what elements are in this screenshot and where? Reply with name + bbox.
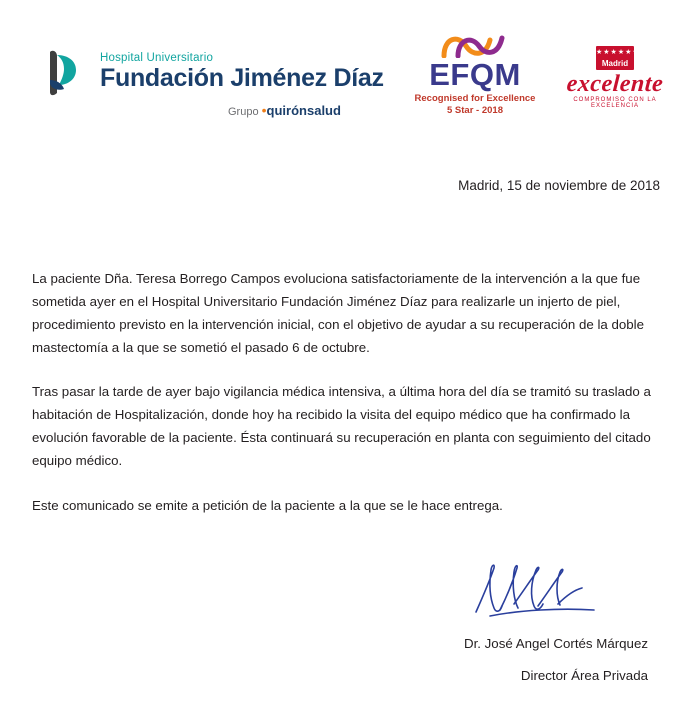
efqm-recognition-line: Recognised for Excellence <box>414 93 536 104</box>
paragraph-2: Tras pasar la tarde de ayer bajo vigilancia médica intensiva, a última hora del día se tramitó su traslado a habitación de Hospitalización, donde hoy ha recibido la visita del equipo médico que ha confirmado la evolución favorable de la paciente. Ésta continuará su recuperación en planta con seguimiento del citado equipo médico. <box>32 384 651 469</box>
madrid-flag-word: Madrid <box>601 59 629 68</box>
madrid-excelente-wordmark: excelente <box>565 71 665 97</box>
signer-name: Dr. José Angel Cortés Márquez <box>463 636 648 651</box>
quironsalud-group-line <box>228 102 341 118</box>
madrid-excelente-tagline: COMPROMISO CON LA EXCELENCIA <box>573 97 657 109</box>
fundacion-jimenez-diaz-logo <box>40 46 384 98</box>
date-line: Madrid, 15 de noviembre de 2018 <box>458 178 660 193</box>
quironsalud-dot-icon: • <box>261 102 267 118</box>
madrid-flag-stars: ★★★★★★★ <box>596 49 647 56</box>
efqm-wordmark: EFQM <box>429 57 521 92</box>
fjd-line1: Hospital Universitario <box>100 51 214 64</box>
signer-role: Director Área Privada <box>520 668 648 683</box>
document-header <box>0 28 700 118</box>
efqm-logo <box>410 32 540 116</box>
group-prefix: Grupo <box>228 106 259 118</box>
efqm-star-line: 5 Star - 2018 <box>447 105 503 116</box>
quironsalud-brand: quirónsalud <box>266 103 341 118</box>
fjd-line2: Fundación Jiménez Díaz <box>100 64 384 93</box>
fjd-logo-icon <box>40 46 92 98</box>
letter-body <box>32 268 652 518</box>
paragraph-3: Este comunicado se emite a petición de la paciente a la que se le hace entrega. <box>32 497 503 513</box>
handwritten-signature-icon <box>470 560 610 630</box>
madrid-flag-icon <box>596 46 647 70</box>
madrid-excelente-logo <box>560 46 670 109</box>
paragraph-1: La paciente Dña. Teresa Borrego Campos evoluciona satisfactoriamente de la intervención a la que fue sometida ayer en el Hospital Universitario Fundación Jiménez Díaz para realizarle un injerto de piel, procedimiento previsto en la intervención inicial, con el objetivo de ayudar a su recuperación de la doble mastectomía a la que se sometió el pasado 6 de octubre. <box>32 271 645 355</box>
efqm-swirl-icon <box>410 32 540 58</box>
